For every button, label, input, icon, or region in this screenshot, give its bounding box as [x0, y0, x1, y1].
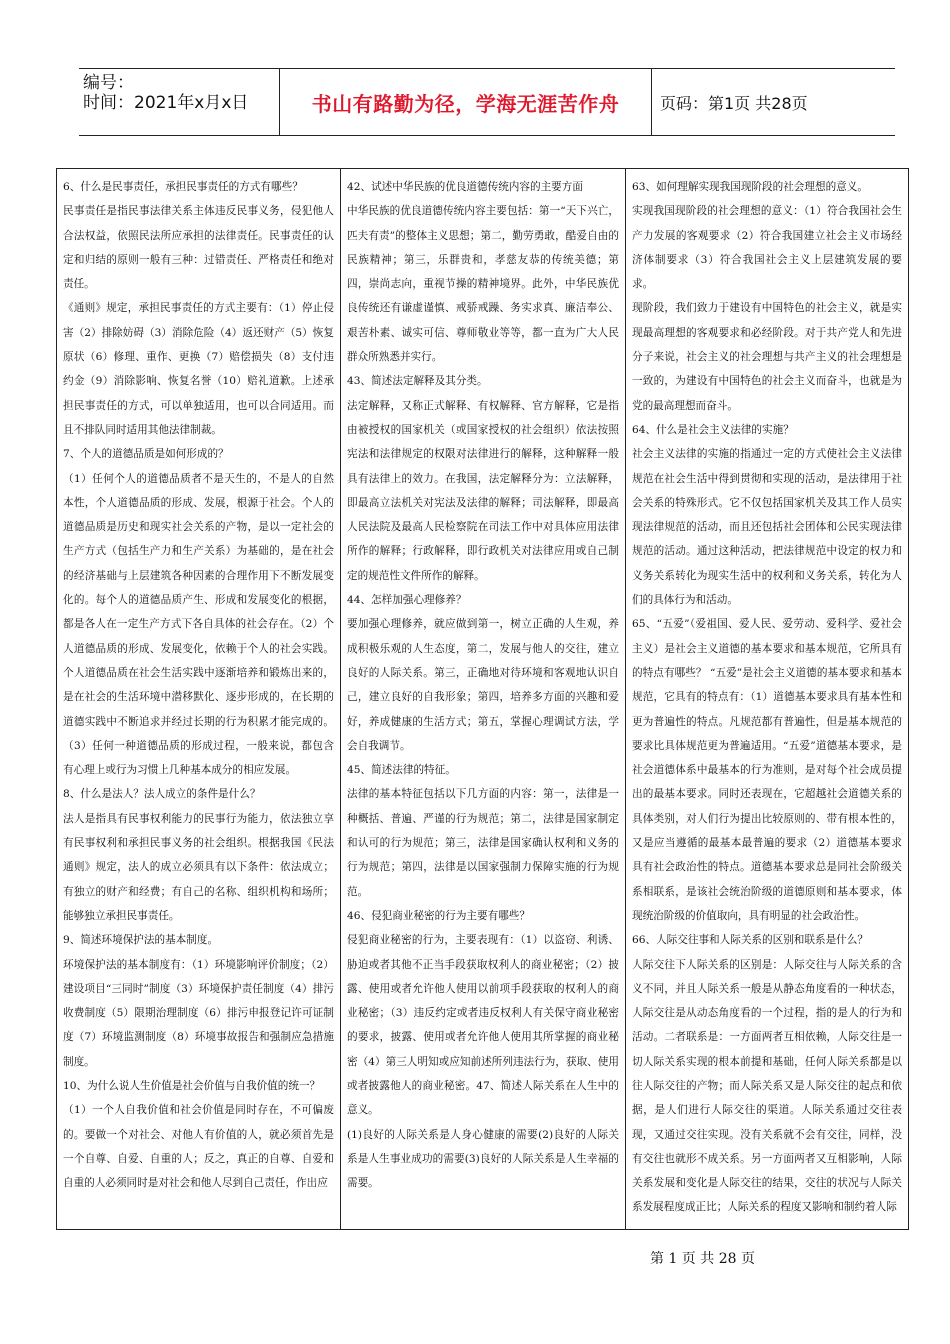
column-3 [626, 169, 908, 1229]
paragraph: 法定解释，又称正式解释、有权解释、官方解释，它是指由被授权的国家机关（或国家授权的社会组织）依法按照宪法和法律规定的权限对法律进行的解释，这种解释一般具有法律上的效力。在我国，法定解释分为：立法解释，即最高立法机关对宪法及法律的解释；司法解释，即最高人民法院及最高人民检察院在司法工作中对具体应用法律所作的解释；行政解释，即行政机关对法律应用或自己制定的规范性文件所作的解释。 [347, 399, 619, 582]
paragraph: 人际交往下人际关系的区别是：人际交往与人际关系的含义不同，并且人际关系一般是从静态角度看的一种状态，人际交往是从动态角度看的一个过程，指的是人的行为和活动。二者联系是：一方面两者互相依赖，人际交往是一切人际关系实现的根本前提和基础，任何人际关系都是以往人际交往的产物；而人际关系又是人际交往的起点和依据，是人们进行人际交往的渠道。人际关系通过交往表现，又通过交往实现。没有关系就不会有交往，同样，没有交往也就形不成关系。另一方面两者又互相影响，人际关系发展和变化是人际交往的结果，交往的状况与人际关系发展程度成正比；人际关系的程度又影响和制约着人际 [632, 958, 902, 1214]
paragraph: 10、为什么说人生价值是社会价值与自我价值的统一？ [63, 1079, 321, 1092]
document-header [79, 68, 895, 136]
paragraph: 侵犯商业秘密的行为，主要表现有：（1）以盗窃、利诱、胁迫或者其他不正当手段获取权利人的商业秘密；（2）披露、使用或者允许他人使用以前项手段获取的权利人的商业秘密；（3）违反约定或者违反权利人有关保守商业秘密的要求，披露、使用或者允许他人使用其所掌握的商业秘密（4）第三人明知或应知前述所列违法行为，获取、使用或者披露他人的商业秘密。47、简述人际关系在人生中的意义。 [347, 934, 619, 1117]
paragraph: 6、什么是民事责任，承担民事责任的方式有哪些？ [63, 181, 303, 193]
paragraph: 65、“五爱”（爱祖国、爱人民、爱劳动、爱科学、爱社会主义）是社会主义道德的基本要求和基本规范，它所具有的特点有哪些？ “五爱”是社会主义道德的基本要求和基本规范，它具有的特点有：（1）道德基本要求具有基本性和更为普遍性的特点。凡规范都有普遍性，但是基本规范的要求比具体规范更为普遍适用。“五爱”道德基本要求，是社会道德体系中最基本的行为准则，是对每个社会成员提出的最基本要求。同时还表现在，它超越社会道德关系的具体类别，对人们行为提出比较原则的、带有根本性的，又是应当遵循的最基本最普遍的要求（2）道德基本要求具有社会政治性的特点。道德基本要求总是同社会阶级关系相联系，是该社会统治阶级的道德原则和基本要求，体现统治阶级的价值取向，具有明显的社会政治性。 [632, 618, 902, 922]
column-1 [57, 169, 341, 1229]
page-footer: 第 1 页 共 28 页 [650, 1251, 755, 1267]
paragraph: 社会主义法律的实施的指通过一定的方式使社会主义法律规范在社会生活中得到贯彻和实现的活动，是法律用于社会关系的特殊形式。它不仅包括国家机关及其工作人员实现法律规范的活动，而且还包括社会团体和公民实现法律规范的活动。通过这种活动，把法律规范中设定的权力和义务关系转化为现实生活中的权利和义务关系，转化为人们的具体行为和活动。 [632, 448, 902, 607]
paragraph: 46、侵犯商业秘密的行为主要有哪些？ [347, 909, 530, 922]
number-label: 编号： [83, 73, 134, 93]
paragraph: 实现我国现阶段的社会理想的意义：（1）符合我国社会生产力发展的客观要求（2）符合我国建立社会主义市场经济体制要求（3）符合我国社会主义上层建筑发展的要求。 [632, 205, 902, 291]
paragraph: 法人是指具有民事权利能力的民事行为能力，依法独立享有民事权利和承担民事义务的社会组织。根据我国《民法通则》规定，法人的成立必须具有以下条件：依法成立；有独立的财产和经费；有自己的名称、组织机构和场所；能够独立承担民事责任。 [63, 812, 334, 922]
header-meta [79, 69, 280, 135]
header-motto-cell [280, 69, 652, 135]
paragraph: 64、什么是社会主义法律的实施？ [632, 423, 794, 436]
content-table [56, 168, 909, 1230]
paragraph: 中华民族的优良道德传统内容主要包括：第一“天下兴亡，匹夫有责”的整体主义思想；第二，勤劳勇敢，酷爱自由的民族精神；第三，乐群贵和，孝慈友恭的传统美德；第四，崇尚志向，重视节操的精神境界。此外，中华民族优良传统还有谦虚谨慎、戒骄戒躁、务实求真、廉洁奉公、艰苦朴素、诚实可信、尊师敬业等等，都一直为广大人民群众所熟悉并实行。 [347, 205, 619, 364]
paragraph: 《通则》规定，承担民事责任的方式主要有：（1）停止侵害（2）排除妨碍（3）消除危险（4）返还财产（5）恢复原状（6）修理、重作、更换（7）赔偿损失（8）支付违约金（9）消除影响、恢复名誉（10）赔礼道歉。上述承担民事责任的方式，可以单独适用，也可以合同适用。而且不排队同时适用其他法律制裁。 [63, 302, 334, 436]
paragraph: 9、简述环境保护法的基本制度。 [63, 934, 219, 947]
column-2 [341, 169, 626, 1229]
paragraph: 45、简述法律的特征。 [347, 764, 456, 777]
paragraph: 44、怎样加强心理修养？ [347, 594, 467, 607]
paragraph: 7、个人的道德品质是如何形成的？ [63, 448, 229, 461]
date-label: 时间：2021年x月x日 [83, 93, 249, 113]
paragraph: 8、什么是法人？法人成立的条件是什么？ [63, 788, 261, 801]
paragraph: 要加强心理修养，就应做到第一，树立正确的人生观，养成积极乐观的人生态度，第二，发展与他人的交往，建立良好的人际关系。第三，正确地对待环境和客观地认识自己，建立良好的自我形象；第四，培养多方面的兴趣和爱好，养成健康的生活方式；第五，掌握心理调试方法，学会自我调节。 [347, 618, 619, 752]
paragraph: 民事责任是指民事法律关系主体违反民事义务，侵犯他人合法权益，依照民法所应承担的法律责任。民事责任的认定和归结的原则一般有三种：过错责任、严格责任和绝对责任。 [63, 205, 334, 291]
paragraph: （1）一个人自我价值和社会价值是同时存在，不可偏废的。要做一个对社会、对他人有价值的人，就必须首先是一个自尊、自爱、自重的人；反之，真正的自尊、自爱和自重的人必须同时是对社会和他人尽到自己责任，作出应 [63, 1104, 334, 1190]
header-page-cell [652, 69, 895, 135]
paragraph: (1)良好的人际关系是人身心健康的需要(2)良好的人际关系是人生事业成功的需要(3)良好的人际关系是人生幸福的需要。 [347, 1128, 619, 1190]
paragraph: 现阶段，我们致力于建设有中国特色的社会主义，就是实现最高理想的客观要求和必经阶段。对于共产党人和先进分子来说，社会主义的社会理想与共产主义的社会理想是一致的，为建设有中国特色的社会主义而奋斗，也就是为党的最高理想而奋斗。 [632, 302, 902, 412]
paragraph: （1）任何个人的道德品质者不是天生的，不是人的自然本性，个人道德品质的形成、发展，根源于社会。个人的道德品质是历史和现实社会关系的产物，是以一定社会的生产方式（包括生产力和生产关系）为基础的，是在社会的经济基础与上层建筑各种因素的合理作用下不断发展变化的。每个人的道德品质产生、形成和发展变化的根据，都是各人在一定生产方式下各自具体的社会存在。（2）个人道德品质的形成、发展变化，依赖于个人的社会实践。个人道德品质在社会生活实践中逐渐培养和锻炼出来的，是在社会的生活环境中潜移默化、逐步形成的，在长期的道德实践中不断追求并经过长期的行为积累才能完成的。（3）任何一种道德品质的形成过程，一般来说，都包含有心理上或行为习惯上几种基本成分的相应发展。 [63, 472, 334, 777]
page-code: 页码：第1页 共28页 [660, 93, 808, 113]
paragraph: 63、如何理解实现我国现阶段的社会理想的意义。 [632, 181, 868, 193]
paragraph: 43、简述法定解释及其分类。 [347, 375, 488, 388]
paragraph: 66、人际交往事和人际关系的区别和联系是什么？ [632, 934, 868, 947]
paragraph: 42、试述中华民族的优良道德传统内容的主要方面 [347, 181, 583, 193]
motto-text: 书山有路勤为径，学海无涯苦作舟 [311, 91, 620, 116]
paragraph: 环境保护法的基本制度有：（1）环境影响评价制度；（2）建设项目“三同时”制度（3）环境保护责任制度（4）排污收费制度（5）限期治理制度（6）排污申报登记许可证制度（7）环境监测制度（8）环境事故报告和强制应急措施制度。 [63, 958, 334, 1068]
paragraph: 法律的基本特征包括以下几方面的内容：第一，法律是一种概括、普遍、严谨的行为规范；第二，法律是国家制定和认可的行为规范；第三，法律是国家确认权利和义务的行为规范；第四，法律是以国家强制力保障实施的行为规范。 [347, 788, 619, 898]
